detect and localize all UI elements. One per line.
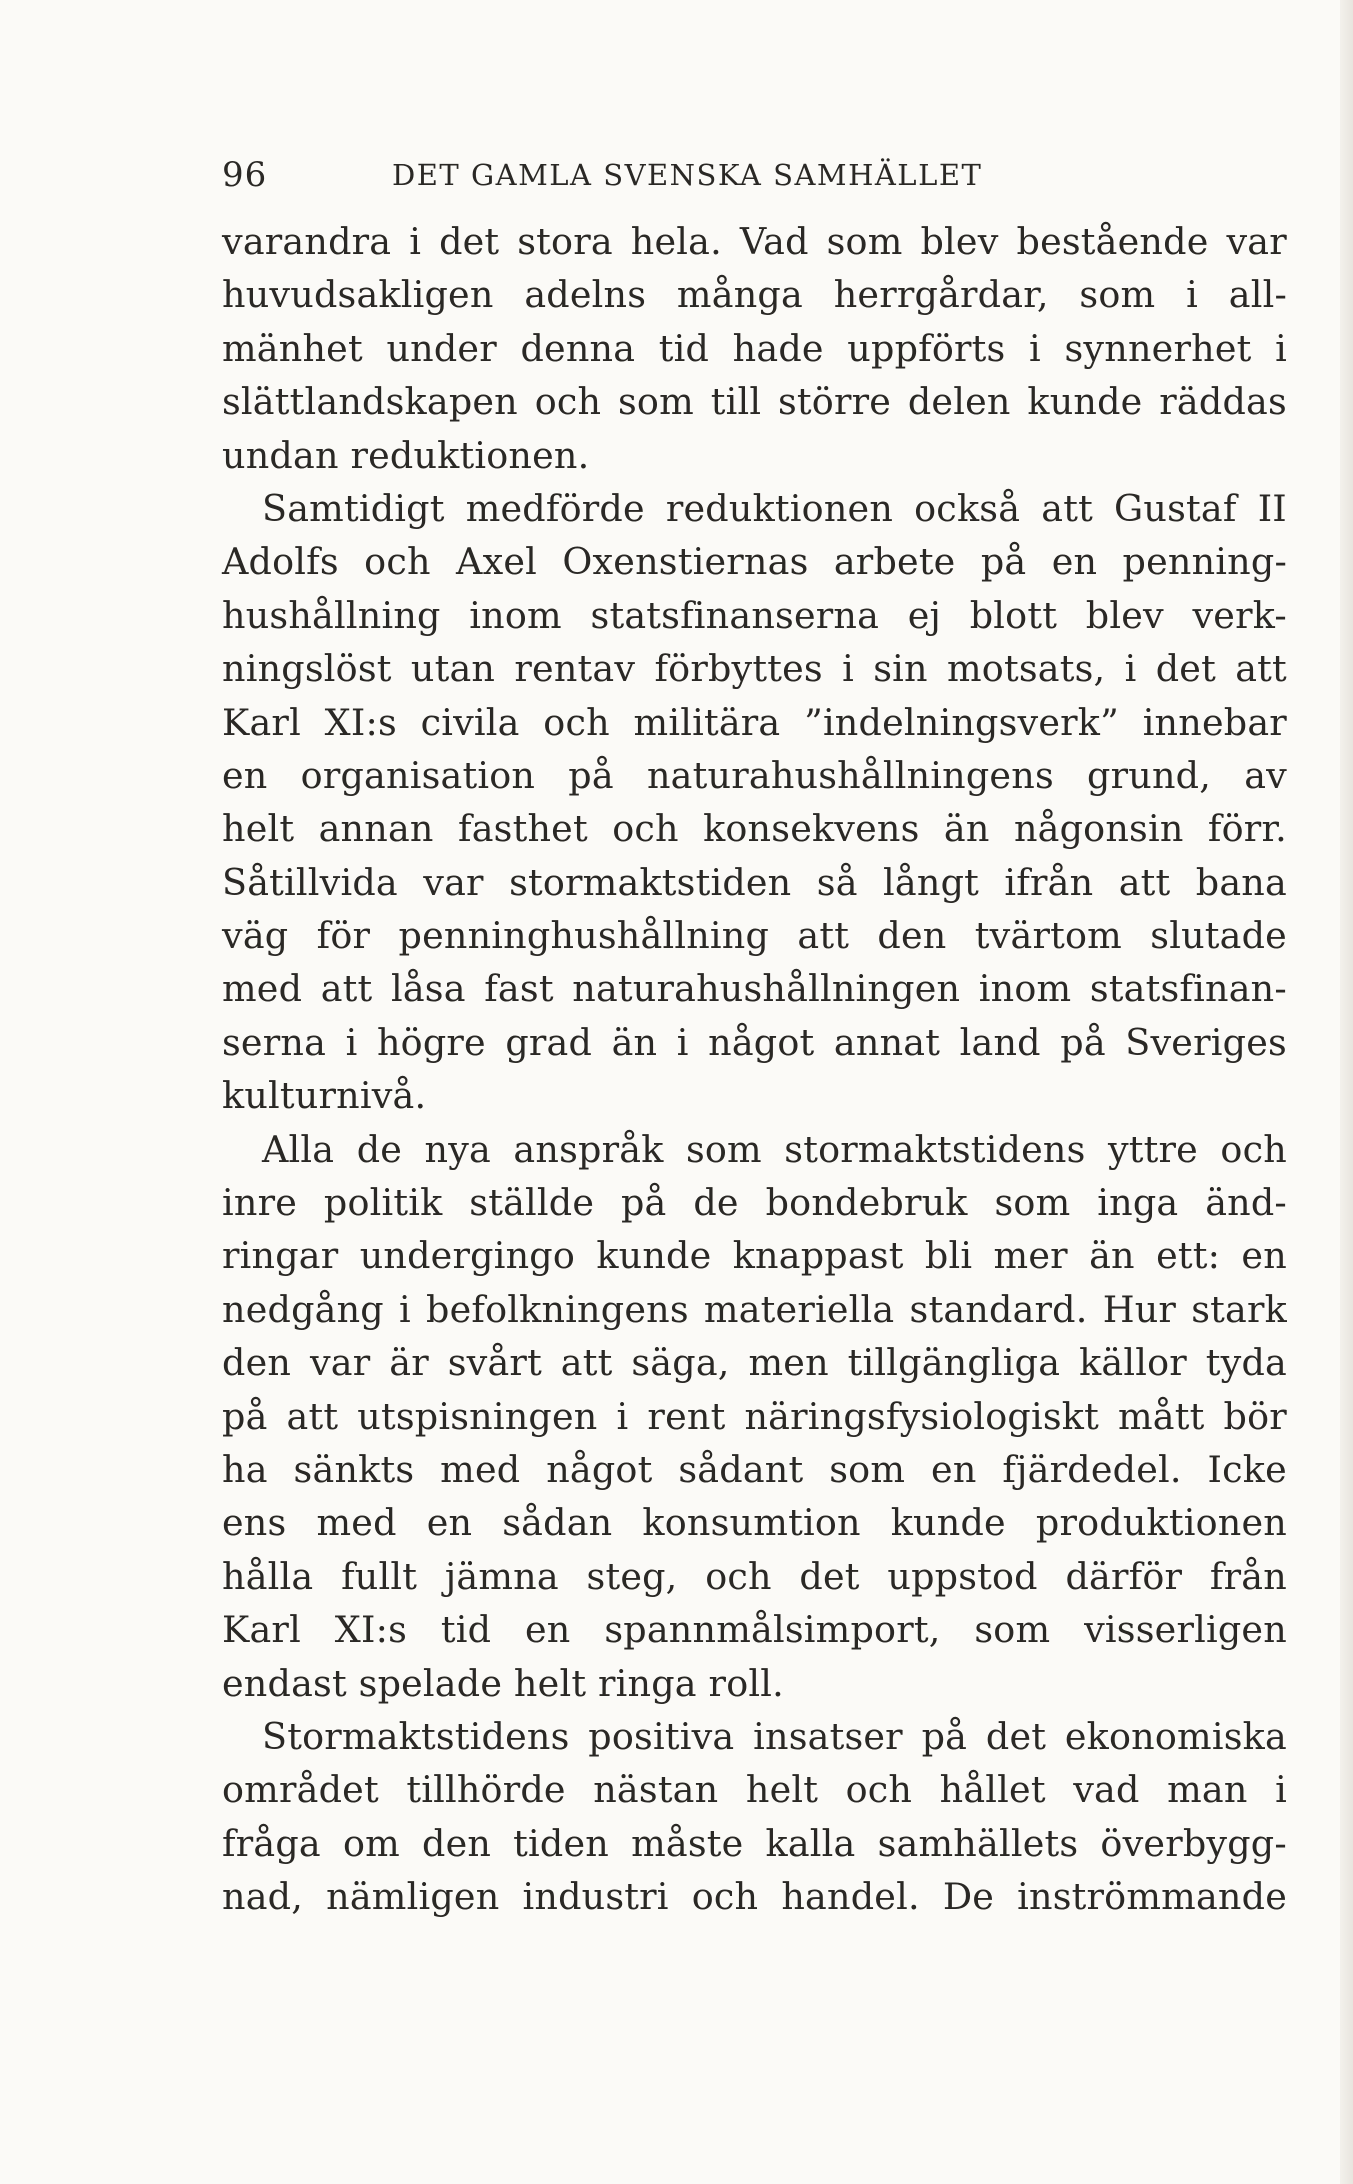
text-line: hålla fullt jämna steg, och det uppstod därför från: [222, 1554, 1287, 1598]
page-edge: [1340, 0, 1353, 2184]
running-header: [222, 150, 1287, 200]
text-line: ringar undergingo kunde knappast bli mer än ett: en: [222, 1234, 1287, 1278]
text-line: huvudsakligen adelns många herrgårdar, som i all-: [222, 273, 1287, 317]
text-line: en organisation på naturahushållningens grund, av: [222, 753, 1287, 797]
text-line: helt annan fasthet och konsekvens än någonsin förr.: [222, 807, 1287, 851]
text-line: Samtidigt medförde reduktionen också att Gustaf II: [262, 486, 1287, 530]
text-line: kulturnivå.: [222, 1074, 427, 1118]
text-line: endast spelade helt ringa roll.: [222, 1661, 784, 1705]
text-line: Adolfs och Axel Oxenstiernas arbete på en penning-: [222, 540, 1287, 584]
text-line: väg för penninghushållning att den tvärtom slutade: [222, 914, 1287, 958]
text-line: slättlandskapen och som till större delen kunde räddas: [222, 380, 1287, 424]
text-line: Alla de nya anspråk som stormaktstidens yttre och: [262, 1127, 1287, 1171]
text-line: hushållning inom statsfinanserna ej blott blev verk-: [222, 593, 1287, 637]
text-line: mänhet under denna tid hade uppförts i synnerhet i: [222, 326, 1287, 370]
text-line: den var är svårt att säga, men tillgängliga källor tyda: [222, 1341, 1287, 1385]
text-line: undan reduktionen.: [222, 433, 590, 477]
text-line: Karl XI:s civila och militära ”indelningsverk” innebar: [222, 700, 1287, 744]
page-number: 96: [222, 155, 268, 195]
text-line: Såtillvida var stormaktstiden så långt ifrån att bana: [222, 860, 1287, 904]
text-line: Stormaktstidens positiva insatser på det ekonomiska: [262, 1714, 1287, 1758]
text-line: ha sänkts med något sådant som en fjärdedel. Icke: [222, 1447, 1287, 1491]
text-line: inre politik ställde på de bondebruk som inga änd-: [222, 1181, 1287, 1225]
text-line: Karl XI:s tid en spannmålsimport, som visserligen: [222, 1608, 1287, 1652]
text-line: på att utspisningen i rent näringsfysiologiskt mått bör: [222, 1394, 1287, 1438]
text-line: varandra i det stora hela. Vad som blev bestående var: [222, 220, 1287, 263]
text-line: ens med en sådan konsumtion kunde produktionen: [222, 1501, 1287, 1545]
text-line: serna i högre grad än i något annat land på Sveriges: [222, 1020, 1287, 1064]
text-line: nad, nämligen industri och handel. De inströmmande: [222, 1875, 1287, 1919]
text-line: fråga om den tiden måste kalla samhällets överbygg-: [222, 1821, 1287, 1865]
text-line: ningslöst utan rentav förbyttes i sin motsats, i det att: [222, 647, 1287, 691]
running-title: DET GAMLA SVENSKA SAMHÄLLET: [392, 158, 983, 192]
text-line: med att låsa fast naturahushållningen inom statsfinan-: [222, 967, 1287, 1011]
body-text: [222, 215, 1287, 1924]
text-line: området tillhörde nästan helt och hållet vad man i: [222, 1768, 1287, 1812]
text-line: nedgång i befolkningens materiella standard. Hur stark: [222, 1287, 1287, 1331]
